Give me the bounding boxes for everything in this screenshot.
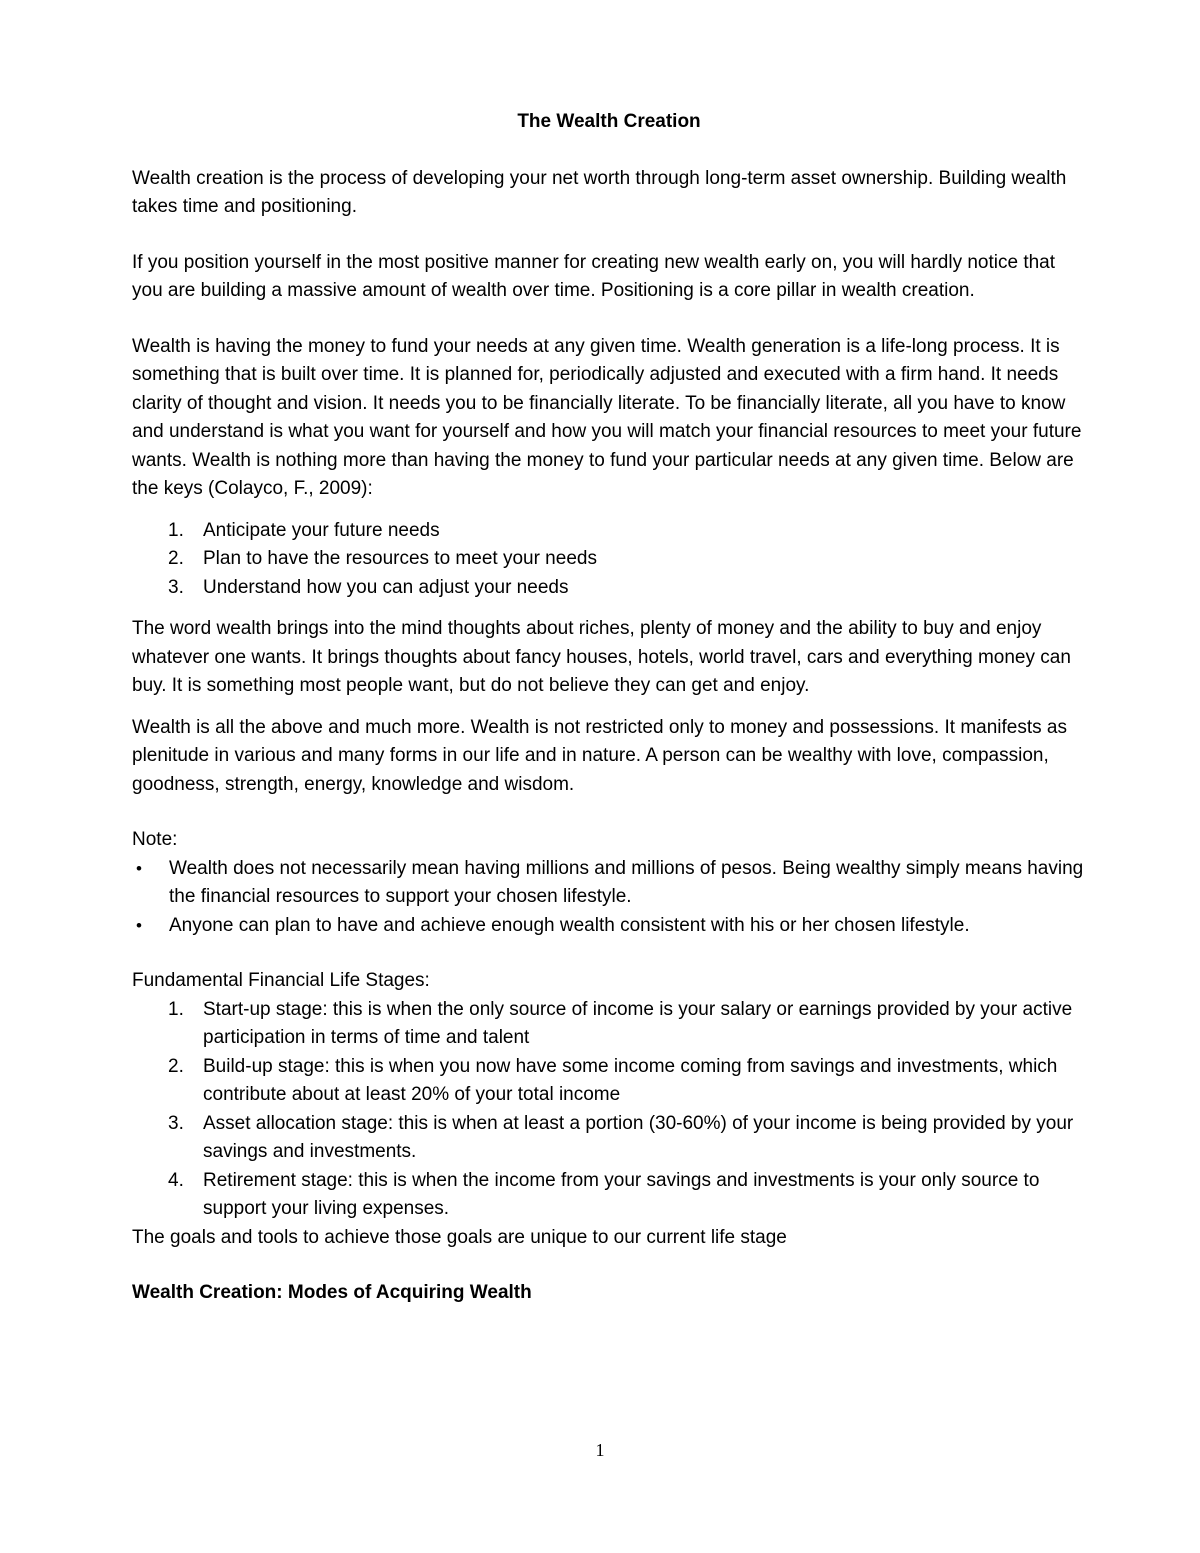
list-item (132, 1053, 1084, 1110)
list-number: 3. (168, 576, 184, 598)
paragraph-positioning: If you position yourself in the most positive manner for creating new wealth early on, you will hardly notice that you are building a massive amount of wealth over time. Positioning is a core pillar in wealth creation. (132, 251, 1056, 301)
note-list (132, 855, 1084, 941)
list-item-text: Wealth does not necessarily mean having millions and millions of pesos. Being wealthy simply means having the financial resources to support your chosen lifestyle. (169, 857, 1084, 907)
list-item-text: Understand how you can adjust your needs (203, 576, 569, 598)
list-item-text: Build-up stage: this is when you now have some income coming from savings and investments, which contribute about at least 20% of your total income (203, 1055, 1058, 1105)
list-number: 3. (168, 1112, 184, 1134)
list-item (132, 1167, 1084, 1224)
list-item (132, 1110, 1084, 1167)
list-number: 2. (168, 1055, 184, 1077)
bullet-icon: • (136, 915, 142, 935)
list-item-text: Anticipate your future needs (203, 519, 440, 541)
list-item (132, 545, 1084, 574)
paragraph-word-wealth: The word wealth brings into the mind thoughts about riches, plenty of money and the ability to buy and enjoy whatever one wants. It brings thoughts about fancy houses, hotels, world travel, cars and everything money can buy. It is something most people want, but do not believe they can get and enjoy. (132, 618, 1071, 696)
bullet-icon: • (136, 858, 142, 878)
list-item (132, 855, 1084, 912)
list-number: 1. (168, 998, 184, 1020)
stages-closing: The goals and tools to achieve those goals are unique to our current life stage (132, 1226, 787, 1248)
stages-list (132, 996, 1084, 1224)
list-item (132, 996, 1084, 1053)
list-item-text: Plan to have the resources to meet your needs (203, 548, 597, 569)
document-title: The Wealth Creation (517, 111, 701, 132)
list-item (132, 912, 1084, 941)
list-item-text: Asset allocation stage: this is when at least a portion (30-60%) of your income is being provided by your savings and investments. (203, 1112, 1074, 1162)
page-number: 1 (595, 1440, 605, 1460)
list-number: 4. (168, 1169, 184, 1191)
section-heading: Wealth Creation: Modes of Acquiring Wealth (132, 1282, 532, 1303)
document-body (132, 108, 1084, 1308)
list-item-text: Start-up stage: this is when the only source of income is your salary or earnings provided by your active participation in terms of time and talent (203, 998, 1073, 1048)
list-number: 2. (168, 548, 184, 569)
keys-list (132, 517, 1084, 603)
paragraph-wealth-more: Wealth is all the above and much more. Wealth is not restricted only to money and possessions. It manifests as plenitude in various and many forms in our life and in nature. A person can be wealthy with love, compassion, goodness, strength, energy, knowledge and wisdom. (132, 716, 1067, 795)
note-label: Note: (132, 829, 178, 850)
list-item (132, 574, 1084, 603)
list-item (132, 517, 1084, 546)
list-item-text: Anyone can plan to have and achieve enough wealth consistent with his or her chosen lifestyle. (169, 914, 970, 936)
paragraph-definition: Wealth creation is the process of developing your net worth through long-term asset ownership. Building wealth takes time and positioning. (132, 167, 1067, 217)
list-number: 1. (168, 519, 184, 541)
list-item-text: Retirement stage: this is when the income from your savings and investments is your only source to support your living expenses. (203, 1169, 1040, 1219)
paragraph-wealth-meaning: Wealth is having the money to fund your needs at any given time. Wealth generation is a life-long process. It is something that is built over time. It is planned for, periodically adjusted and executed with a firm hand. It needs clarity of thought and vision. It needs you to be financially literate. To be financially literate, all you have to know and understand is what you want for yourself and how you will match your financial resources to meet your future wants. Wealth is nothing more than having the money to fund your particular needs at any given time. Below are the keys (Colayco, F., 2009): (132, 335, 1082, 499)
stages-label: Fundamental Financial Life Stages: (132, 970, 430, 991)
